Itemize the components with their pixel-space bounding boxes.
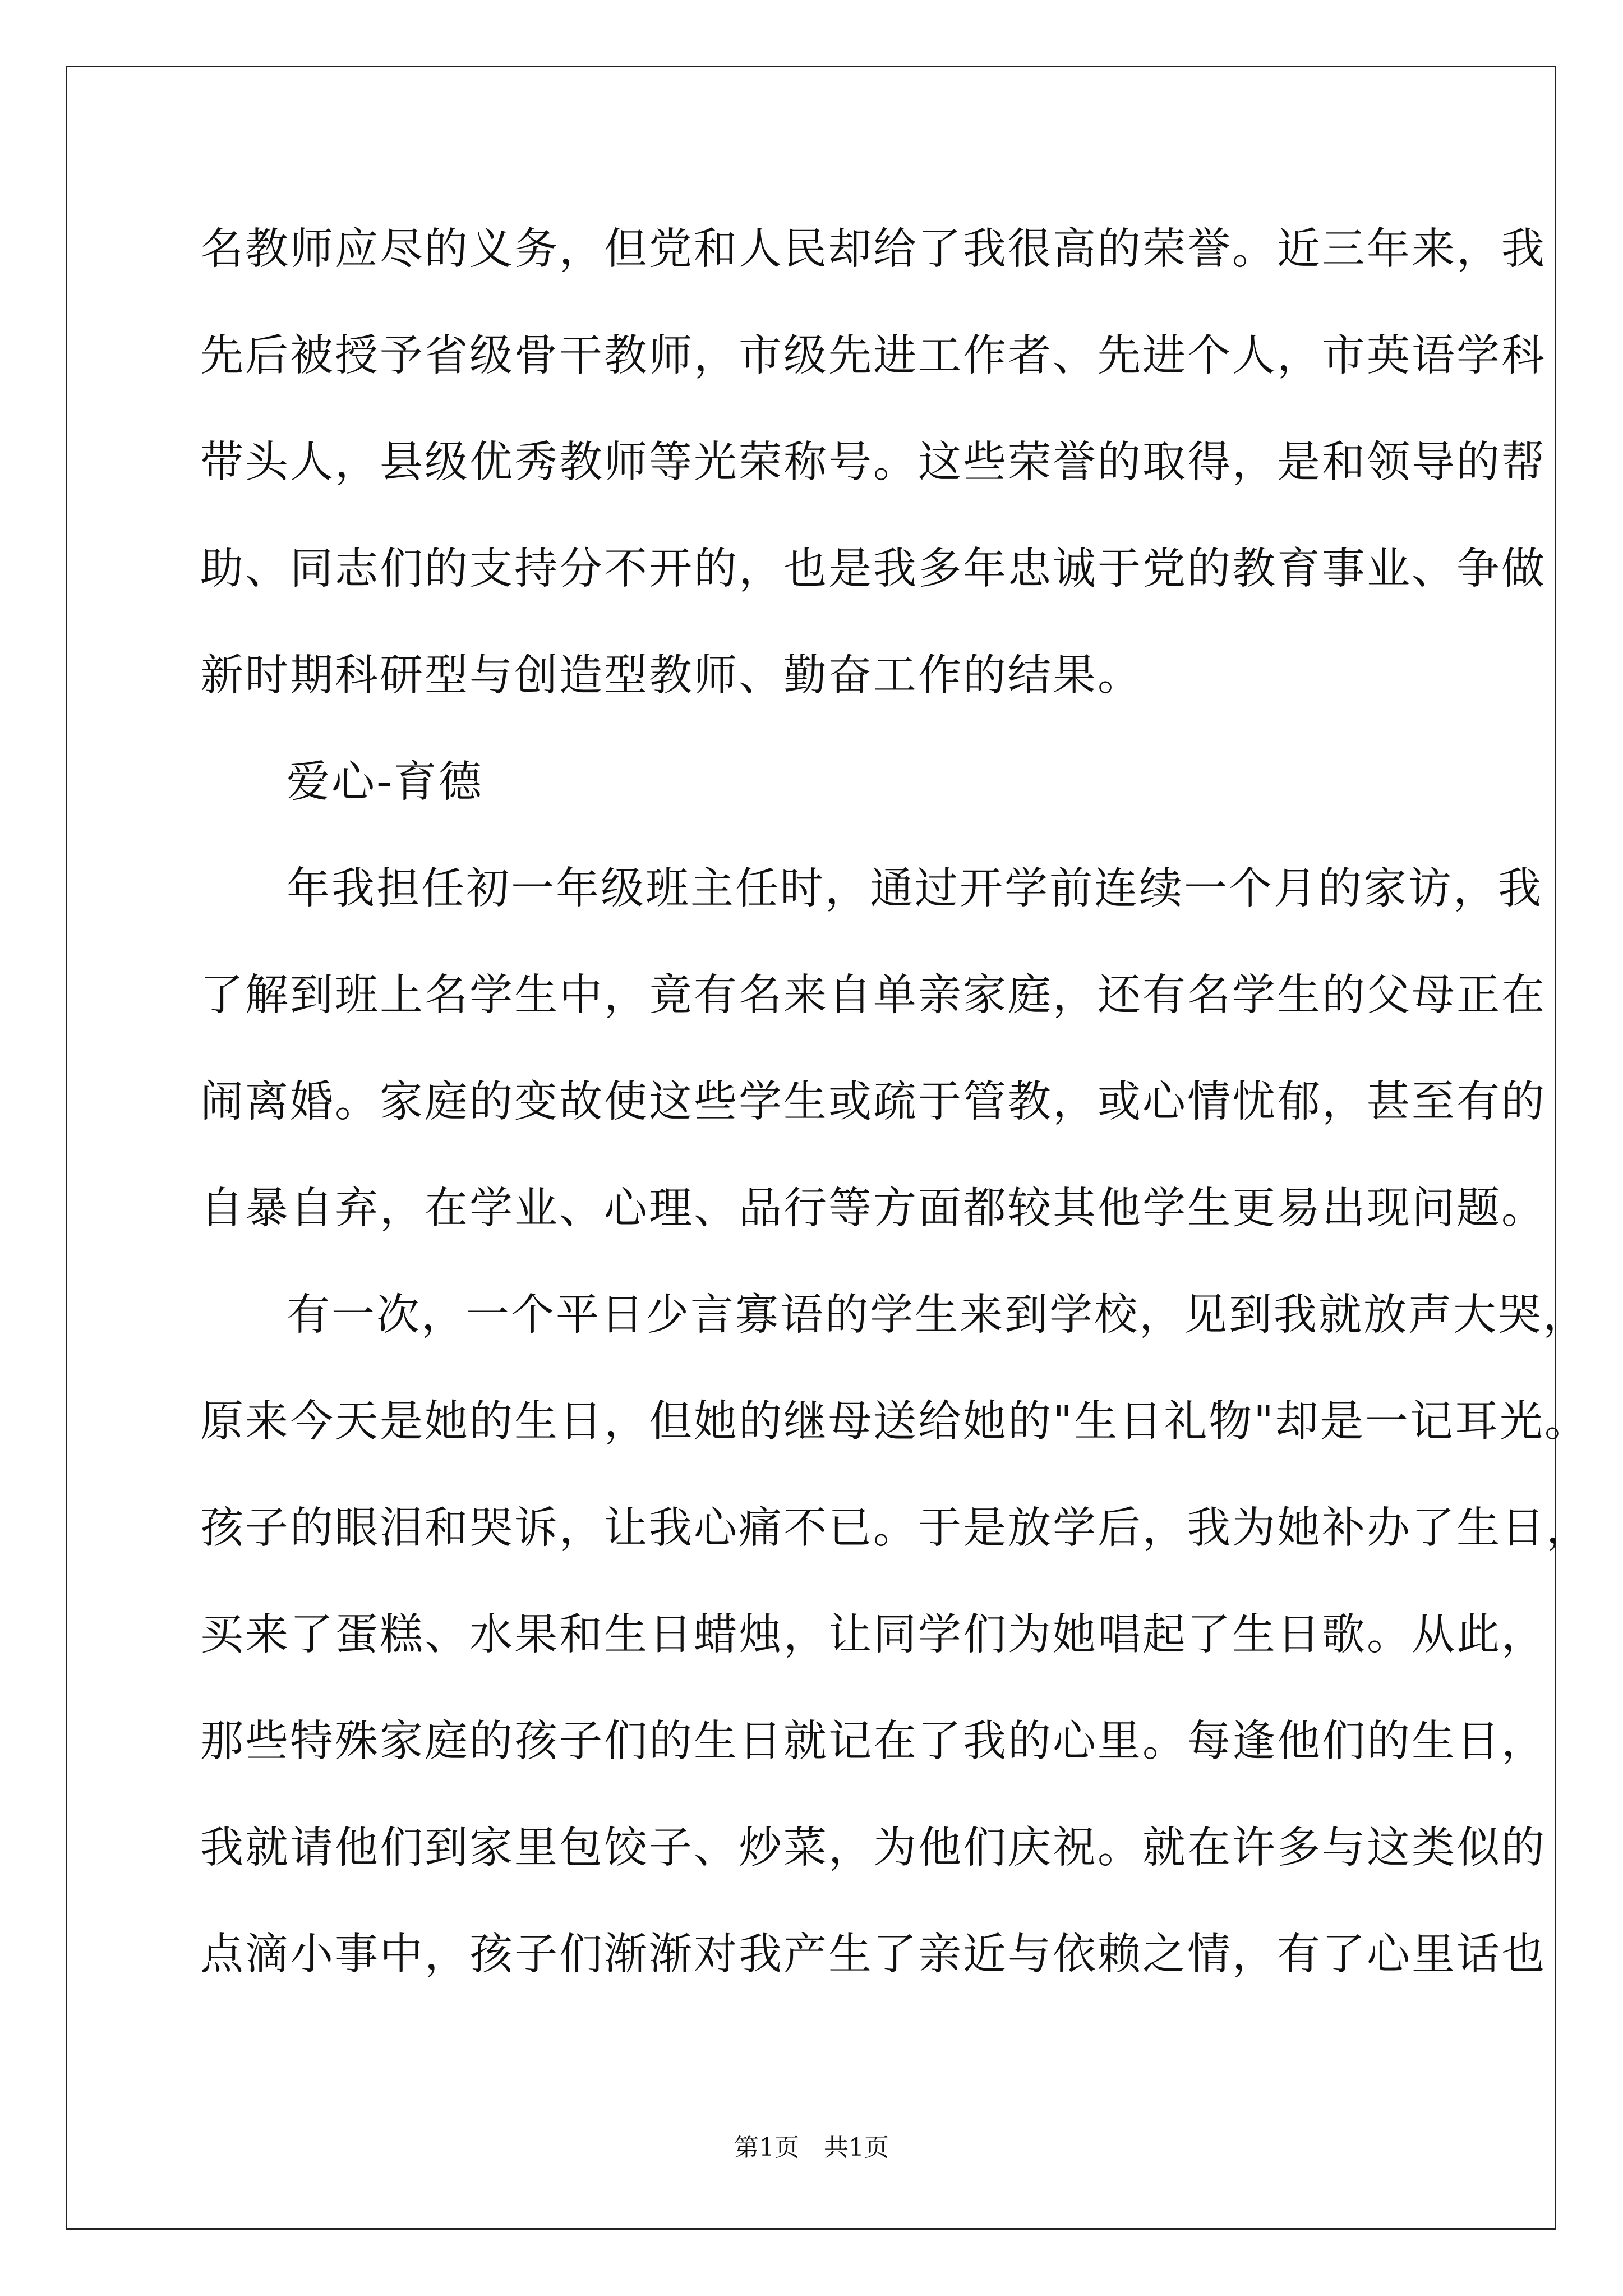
text-line: 新时期科研型与创造型教师、勤奋工作的结果。 [200, 651, 1142, 701]
section-heading: 爱心-育德 [287, 757, 483, 807]
text-line: 自暴自弃，在学业、心理、品行等方面都较其他学生更易出现问题。 [200, 1184, 1546, 1234]
text-line: 我就请他们到家里包饺子、炒菜，为他们庆祝。就在许多与这类似的 [200, 1823, 1546, 1873]
document-body [200, 216, 1591, 2028]
text-line: 点滴小事中，孩子们渐渐对我产生了亲近与依赖之情，有了心里话也 [200, 1930, 1546, 1980]
text-line: 年我担任初一年级班主任时，通过开学前连续一个月的家访，我 [287, 864, 1543, 914]
text-line: 有一次，一个平日少言寡语的学生来到学校，见到我就放声大哭， [287, 1290, 1588, 1340]
text-line: 孩子的眼泪和哭诉，让我心痛不已。于是放学后，我为她补办了生日， [200, 1503, 1591, 1553]
text-line: 先后被授予省级骨干教师，市级先进工作者、先进个人，市英语学科 [200, 331, 1546, 381]
text-line: 闹离婚。家庭的变故使这些学生或疏于管教，或心情忧郁，甚至有的 [200, 1077, 1546, 1127]
page-footer: 第1页 共1页 [734, 2133, 889, 2162]
text-line: 买来了蛋糕、水果和生日蜡烛，让同学们为她唱起了生日歌。从此， [200, 1610, 1546, 1660]
text-line: 带头人，县级优秀教师等光荣称号。这些荣誉的取得，是和领导的帮 [200, 438, 1546, 487]
text-line: 那些特殊家庭的孩子们的生日就记在了我的心里。每逢他们的生日， [200, 1717, 1546, 1766]
text-line: 了解到班上名学生中，竟有名来自单亲家庭，还有名学生的父母正在 [200, 970, 1546, 1020]
text-line: 助、同志们的支持分不开的，也是我多年忠诚于党的教育事业、争做 [200, 544, 1546, 594]
text-line: 原来今天是她的生日，但她的继母送给她的"生日礼物"却是一记耳光。 [200, 1397, 1589, 1447]
text-line: 名教师应尽的义务，但党和人民却给了我很高的荣誉。近三年来，我 [200, 224, 1546, 274]
